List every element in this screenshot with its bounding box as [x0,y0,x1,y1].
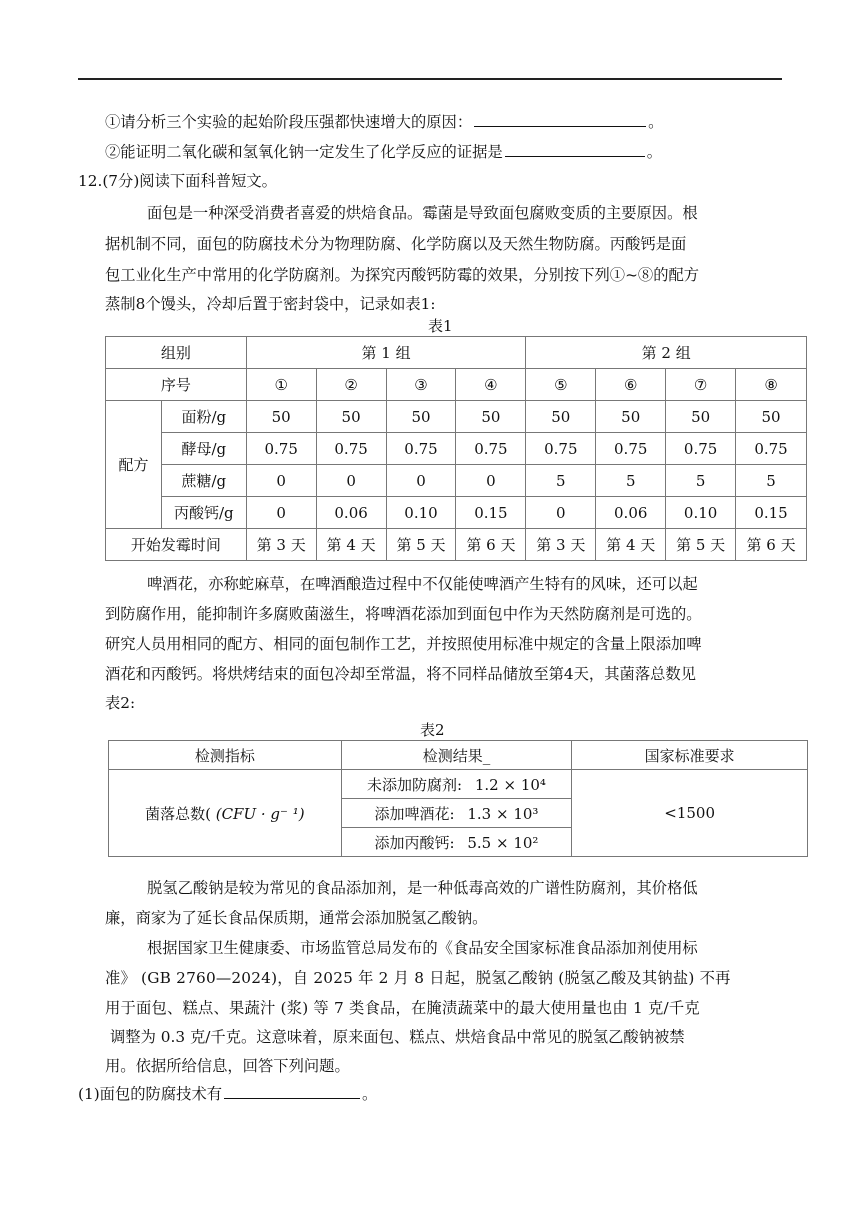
table-cell: 0 [246,465,316,497]
paragraph-line: 面包是一种深受消费者喜爱的烘焙食品。霉菌是导致面包腐败变质的主要原因。根 [147,204,698,222]
table-cell: 50 [386,401,456,433]
seq-cell: ⑤ [526,369,596,401]
table-cell: 50 [666,401,736,433]
header-cell: 第 1 组 [246,337,526,369]
paragraph-line: 据机制不同，面包的防腐技术分为物理防腐、化学防腐以及天然生物防腐。丙酸钙是面 [105,235,687,253]
table-1 [105,336,807,561]
table-cell: 第 6 天 [736,529,807,561]
result-cell [341,799,572,828]
paragraph-line: 根据国家卫生健康委、市场监管总局发布的《食品安全国家标准食品添加剂使用标 [147,939,698,957]
question-line [105,110,663,133]
question-line [105,140,662,163]
table1-caption: 表1 [428,317,453,335]
table-cell: 0.10 [666,497,736,529]
result-cell [341,828,572,857]
question-line [78,1082,377,1105]
seq-cell: ⑧ [736,369,807,401]
table-cell: 0.75 [316,433,386,465]
header-cell: 国家标准要求 [572,741,808,770]
seq-cell: ② [316,369,386,401]
table-cell: 0.75 [736,433,807,465]
seq-cell: ④ [456,369,526,401]
answer-blank[interactable] [505,140,645,157]
header-cell: 检测结果_ [341,741,572,770]
table-cell: 0 [246,497,316,529]
table-cell: 0 [526,497,596,529]
row-label: 面粉/g [161,401,246,433]
table-cell: 50 [736,401,807,433]
answer-blank[interactable] [474,110,646,127]
table-cell: 5 [666,465,736,497]
table-row [109,770,808,799]
table-cell: 0 [386,465,456,497]
table-row [106,369,807,401]
table-row [106,337,807,369]
paragraph-line: 蒸制8个馒头，冷却后置于密封袋中，记录如表1: [105,295,436,313]
table-row [106,433,807,465]
result-value: 1.2 × 10⁴ [474,775,546,794]
row-label: 开始发霉时间 [106,529,247,561]
table-2 [108,740,808,857]
table-cell: 第 5 天 [386,529,456,561]
table-cell: 第 4 天 [316,529,386,561]
table-cell: 0.75 [666,433,736,465]
table-cell: 50 [456,401,526,433]
table-cell: 5 [596,465,666,497]
table-row [106,529,807,561]
table-cell: 0.75 [386,433,456,465]
table2-caption: 表2 [420,721,445,739]
paragraph-line: 酒花和丙酸钙。将烘烤结束的面包冷却至常温，将不同样品储放至第4天，其菌落总数见 [105,665,697,683]
header-cell: 序号 [106,369,247,401]
table-cell: 50 [316,401,386,433]
table-cell: 0.75 [526,433,596,465]
paragraph-line: 脱氢乙酸钠是较为常见的食品添加剂，是一种低毒高效的广谱性防腐剂，其价格低 [147,879,698,897]
paragraph-line: 调整为 0.3 克/千克。这意味着，原来面包、糕点、烘焙食品中常见的脱氢乙酸钠被禁 [110,1028,685,1046]
table-cell: 50 [526,401,596,433]
table-row [106,401,807,433]
table-cell: 0.06 [316,497,386,529]
paragraph-line: 准》 (GB 2760—2024)，自 2025 年 2 月 8 日起，脱氢乙酸钠 (脱氢乙酸及其钠盐) 不再 [105,969,731,987]
seq-cell: ① [246,369,316,401]
table-cell: 第 5 天 [666,529,736,561]
sub-question-1: (1)面包的防腐技术有 [78,1085,223,1103]
table-cell: 50 [246,401,316,433]
paragraph-line: 到防腐作用，能抑制许多腐败菌滋生，将啤酒花添加到面包中作为天然防腐剂是可选的。 [105,605,702,623]
period: 。 [362,1085,378,1103]
table-cell: 0.15 [736,497,807,529]
table-cell: 0 [316,465,386,497]
paragraph-line: 廉，商家为了延长食品保质期，通常会添加脱氢乙酸钠。 [105,909,488,927]
header-cell: 第 2 组 [526,337,807,369]
table-cell: 第 4 天 [596,529,666,561]
result-value: 5.5 × 10² [467,833,539,852]
table-cell: 0.15 [456,497,526,529]
paragraph-line: 包工业化生产中常用的化学防腐剂。为探究丙酸钙防霉的效果，分别按下列①~⑧的配方 [105,266,700,284]
result-label: 未添加防腐剂: [367,775,463,794]
standard-cell: <1500 [572,770,808,857]
paragraph-line: 研究人员用相同的配方、相同的面包制作工艺，并按照使用标准中规定的含量上限添加啤 [105,635,702,653]
table-row [106,465,807,497]
result-cell [341,770,572,799]
table-row [109,741,808,770]
table-cell: 第 6 天 [456,529,526,561]
top-rule [78,78,782,80]
table-cell: 50 [596,401,666,433]
sub-question-1: ①请分析三个实验的起始阶段压强都快速增大的原因： [105,113,473,131]
table-cell: 0.75 [596,433,666,465]
result-label: 添加啤酒花: [374,804,455,823]
table-cell: 第 3 天 [246,529,316,561]
metric-unit: (CFU · g⁻ ¹) [215,804,305,823]
table-cell: 5 [526,465,596,497]
recipe-label: 配方 [106,401,162,529]
sub-question-2: ②能证明二氧化碳和氢氧化钠一定发生了化学反应的证据是 [105,143,503,161]
metric-label: 菌落总数( [145,804,211,823]
row-label: 蔗糖/g [161,465,246,497]
period: 。 [646,143,663,161]
header-cell: 组别 [106,337,247,369]
table-row [106,497,807,529]
seq-cell: ⑦ [666,369,736,401]
paragraph-line: 表2: [105,694,136,712]
header-cell: 检测指标 [109,741,342,770]
table-cell: 0.75 [246,433,316,465]
table-cell: 5 [736,465,807,497]
seq-cell: ③ [386,369,456,401]
paragraph-line: 啤酒花，亦称蛇麻草，在啤酒酿造过程中不仅能使啤酒产生特有的风味，还可以起 [147,575,698,593]
metric-cell [109,770,342,857]
table-cell: 0.10 [386,497,456,529]
table-cell: 第 3 天 [526,529,596,561]
table-cell: 0.75 [456,433,526,465]
paragraph-line: 用于面包、糕点、果蔬汁 (浆) 等 7 类食品，在腌渍蔬菜中的最大使用量也由 1 克/千克 [105,999,700,1017]
period: 。 [648,113,664,131]
table-cell: 0.06 [596,497,666,529]
result-label: 添加丙酸钙: [374,833,455,852]
seq-cell: ⑥ [596,369,666,401]
table-cell: 0 [456,465,526,497]
answer-blank[interactable] [224,1082,360,1099]
result-value: 1.3 × 10³ [467,804,539,823]
row-label: 丙酸钙/g [161,497,246,529]
paragraph-line: 用。依据所给信息，回答下列问题。 [105,1057,350,1075]
question-heading: 12.(7分)阅读下面科普短文。 [78,172,277,190]
row-label: 酵母/g [161,433,246,465]
